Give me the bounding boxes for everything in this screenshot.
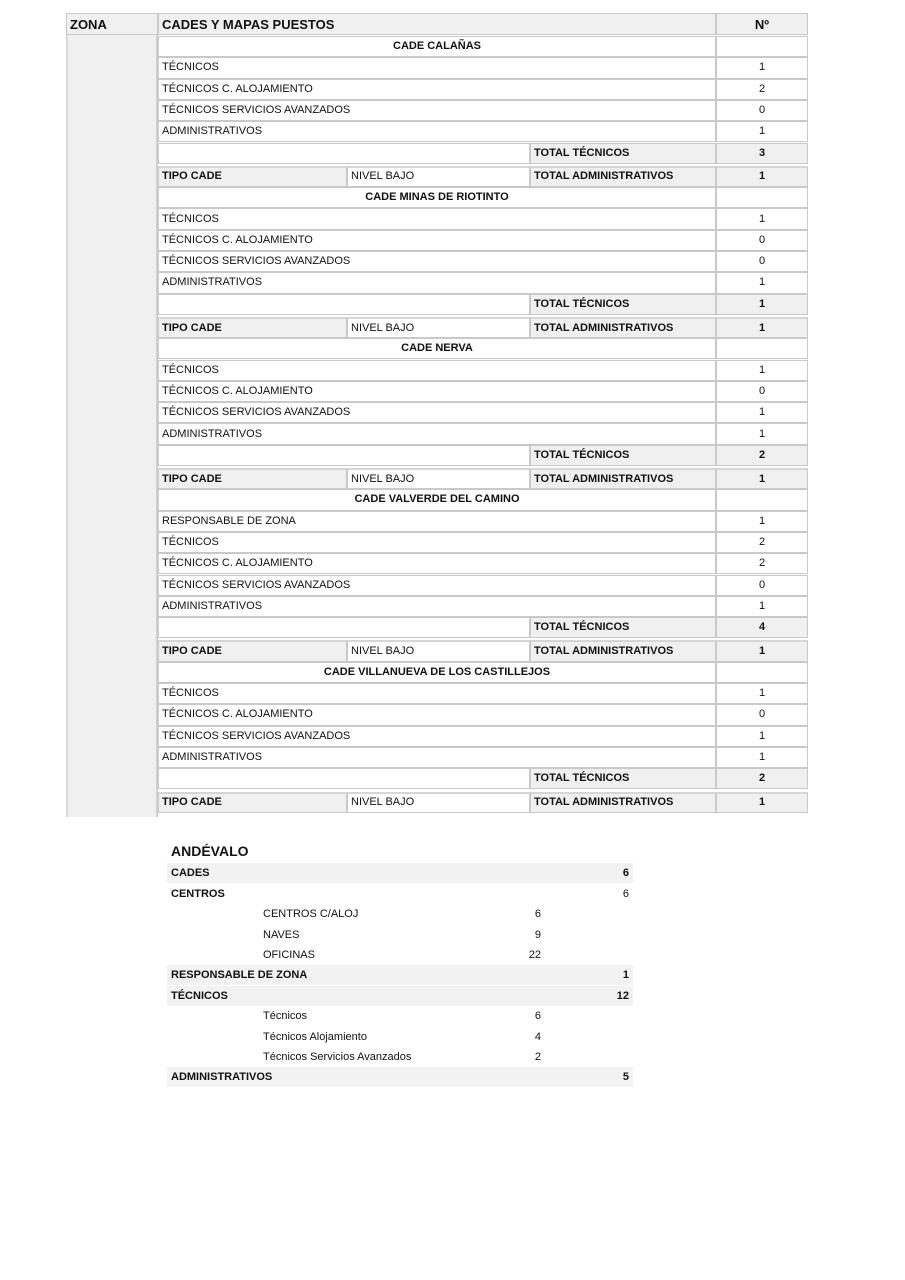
row-label-administrativos: ADMINISTRATIVOS <box>158 272 716 293</box>
row-label-tecnicos: TÉCNICOS <box>158 532 716 553</box>
total-tecnicos-value: 3 <box>716 143 808 164</box>
cade-name-blank <box>716 36 808 57</box>
summary-centros-label: CENTROS <box>171 888 225 900</box>
summary-oficinas-value: 22 <box>528 949 541 961</box>
row-label-tecnicos-aloj: TÉCNICOS C. ALOJAMIENTO <box>158 79 716 100</box>
total-tecnicos-label: TOTAL TÉCNICOS <box>530 294 716 315</box>
summary-row-t-aloj <box>167 1027 633 1047</box>
nivel-bajo: NIVEL BAJO <box>347 640 530 661</box>
total-tecnicos-blank <box>158 294 530 315</box>
summary-row-naves <box>167 925 633 945</box>
summary-admin-value: 5 <box>622 1071 629 1083</box>
row-label-tecnicos-serv: TÉCNICOS SERVICIOS AVANZADOS <box>158 100 716 121</box>
row-label-tecnicos: TÉCNICOS <box>158 57 716 78</box>
header-numero: Nº <box>716 13 808 35</box>
tipo-cade-label: TIPO CADE <box>158 792 347 813</box>
total-tecnicos-blank <box>158 445 530 466</box>
total-tecnicos-blank <box>158 143 530 164</box>
summary-t-serv-label: Técnicos Servicios Avanzados <box>263 1051 412 1063</box>
zone-column <box>66 35 158 817</box>
row-value-administrativos: 1 <box>716 423 808 444</box>
total-tecnicos-label: TOTAL TÉCNICOS <box>530 143 716 164</box>
total-admin-value: 1 <box>716 317 808 338</box>
cades-table <box>66 13 808 817</box>
row-label-tecnicos-aloj: TÉCNICOS C. ALOJAMIENTO <box>158 553 716 574</box>
summary-t-value: 6 <box>534 1010 541 1022</box>
row-label-tecnicos: TÉCNICOS <box>158 208 716 229</box>
cade-name: CADE VILLANUEVA DE LOS CASTILLEJOS <box>158 662 716 683</box>
total-admin-value: 1 <box>716 792 808 813</box>
summary-row-oficinas <box>167 945 633 965</box>
row-label-administrativos: ADMINISTRATIVOS <box>158 423 716 444</box>
row-label-administrativos: ADMINISTRATIVOS <box>158 121 716 142</box>
summary-t-serv-value: 2 <box>534 1051 541 1063</box>
nivel-bajo: NIVEL BAJO <box>347 166 530 187</box>
summary-centros-aloj-label: CENTROS C/ALOJ <box>263 908 359 920</box>
summary-row-tecnicos <box>167 986 633 1006</box>
row-value-administrativos: 1 <box>716 121 808 142</box>
row-value-tecnicos: 1 <box>716 57 808 78</box>
row-label-tecnicos-serv: TÉCNICOS SERVICIOS AVANZADOS <box>158 402 716 423</box>
row-label-tecnicos-serv: TÉCNICOS SERVICIOS AVANZADOS <box>158 251 716 272</box>
summary-row-cades <box>167 863 633 883</box>
row-value-tecnicos: 1 <box>716 208 808 229</box>
row-value-administrativos: 1 <box>716 272 808 293</box>
nivel-bajo: NIVEL BAJO <box>347 792 530 813</box>
row-label-tecnicos-serv: TÉCNICOS SERVICIOS AVANZADOS <box>158 726 716 747</box>
summary-t-aloj-value: 4 <box>534 1031 541 1043</box>
row-value-tecnicos-aloj: 2 <box>716 79 808 100</box>
header-cades-mapas: CADES Y MAPAS PUESTOS <box>158 13 716 35</box>
total-tecnicos-value: 2 <box>716 445 808 466</box>
summary-naves-value: 9 <box>534 929 541 941</box>
total-tecnicos-label: TOTAL TÉCNICOS <box>530 445 716 466</box>
summary-row-admin <box>167 1067 633 1087</box>
summary-t-aloj-label: Técnicos Alojamiento <box>263 1031 367 1043</box>
summary-tecnicos-value: 12 <box>616 990 629 1002</box>
cade-name: CADE NERVA <box>158 338 716 359</box>
summary-row-t-serv <box>167 1047 633 1067</box>
summary-row-responsable <box>167 965 633 985</box>
summary-cades-label: CADES <box>171 867 210 879</box>
tipo-cade-label: TIPO CADE <box>158 166 347 187</box>
summary-tecnicos-label: TÉCNICOS <box>171 990 228 1002</box>
row-label-administrativos: ADMINISTRATIVOS <box>158 596 716 617</box>
row-label-administrativos: ADMINISTRATIVOS <box>158 747 716 768</box>
summary-centros-aloj-value: 6 <box>534 908 541 920</box>
row-value-tecnicos: 1 <box>716 360 808 381</box>
summary-centros-value: 6 <box>622 888 629 900</box>
tipo-cade-label: TIPO CADE <box>158 468 347 489</box>
row-value-tecnicos: 1 <box>716 683 808 704</box>
row-label-tecnicos-aloj: TÉCNICOS C. ALOJAMIENTO <box>158 230 716 251</box>
total-tecnicos-value: 2 <box>716 768 808 789</box>
total-tecnicos-value: 1 <box>716 294 808 315</box>
total-tecnicos-blank <box>158 617 530 638</box>
total-admin-value: 1 <box>716 166 808 187</box>
tipo-cade-label: TIPO CADE <box>158 640 347 661</box>
total-admin-label: TOTAL ADMINISTRATIVOS <box>530 468 716 489</box>
total-admin-value: 1 <box>716 468 808 489</box>
summary-naves-label: NAVES <box>263 929 300 941</box>
row-value-tecnicos-serv: 1 <box>716 726 808 747</box>
total-tecnicos-label: TOTAL TÉCNICOS <box>530 617 716 638</box>
row-label-tecnicos-aloj: TÉCNICOS C. ALOJAMIENTO <box>158 704 716 725</box>
row-value-administrativos: 1 <box>716 747 808 768</box>
total-admin-label: TOTAL ADMINISTRATIVOS <box>530 640 716 661</box>
summary-responsable-value: 1 <box>622 969 629 981</box>
tipo-cade-label: TIPO CADE <box>158 317 347 338</box>
total-admin-label: TOTAL ADMINISTRATIVOS <box>530 317 716 338</box>
row-value-tecnicos: 2 <box>716 532 808 553</box>
row-value-responsable: 1 <box>716 511 808 532</box>
summary-row-centros <box>167 884 633 904</box>
total-tecnicos-blank <box>158 768 530 789</box>
summary-responsable-label: RESPONSABLE DE ZONA <box>171 969 308 981</box>
row-value-tecnicos-aloj: 2 <box>716 553 808 574</box>
row-value-tecnicos-serv: 0 <box>716 100 808 121</box>
row-label-tecnicos-serv: TÉCNICOS SERVICIOS AVANZADOS <box>158 575 716 596</box>
row-label-tecnicos: TÉCNICOS <box>158 360 716 381</box>
cade-name-blank <box>716 338 808 359</box>
summary-row-centros-aloj <box>167 904 633 924</box>
total-tecnicos-label: TOTAL TÉCNICOS <box>530 768 716 789</box>
row-value-tecnicos-serv: 0 <box>716 251 808 272</box>
row-value-tecnicos-serv: 0 <box>716 575 808 596</box>
row-value-tecnicos-aloj: 0 <box>716 230 808 251</box>
row-value-administrativos: 1 <box>716 596 808 617</box>
cade-name-blank <box>716 662 808 683</box>
header-zona: ZONA <box>66 13 158 35</box>
row-value-tecnicos-aloj: 0 <box>716 381 808 402</box>
nivel-bajo: NIVEL BAJO <box>347 317 530 338</box>
summary-admin-label: ADMINISTRATIVOS <box>171 1071 273 1083</box>
total-admin-value: 1 <box>716 640 808 661</box>
total-admin-label: TOTAL ADMINISTRATIVOS <box>530 792 716 813</box>
cade-name: CADE MINAS DE RIOTINTO <box>158 187 716 208</box>
row-value-tecnicos-serv: 1 <box>716 402 808 423</box>
summary-t-label: Técnicos <box>263 1010 308 1022</box>
total-tecnicos-value: 4 <box>716 617 808 638</box>
summary-row-t <box>167 1006 633 1026</box>
row-label-tecnicos-aloj: TÉCNICOS C. ALOJAMIENTO <box>158 381 716 402</box>
cade-name: CADE VALVERDE DEL CAMINO <box>158 489 716 510</box>
summary-title: ANDÉVALO <box>171 843 249 859</box>
nivel-bajo: NIVEL BAJO <box>347 468 530 489</box>
cade-name-blank <box>716 187 808 208</box>
row-label-tecnicos: TÉCNICOS <box>158 683 716 704</box>
row-label-responsable: RESPONSABLE DE ZONA <box>158 511 716 532</box>
cade-name-blank <box>716 489 808 510</box>
total-admin-label: TOTAL ADMINISTRATIVOS <box>530 166 716 187</box>
cade-name: CADE CALAÑAS <box>158 36 716 57</box>
summary-cades-value: 6 <box>622 867 629 879</box>
row-value-tecnicos-aloj: 0 <box>716 704 808 725</box>
summary-oficinas-label: OFICINAS <box>263 949 315 961</box>
